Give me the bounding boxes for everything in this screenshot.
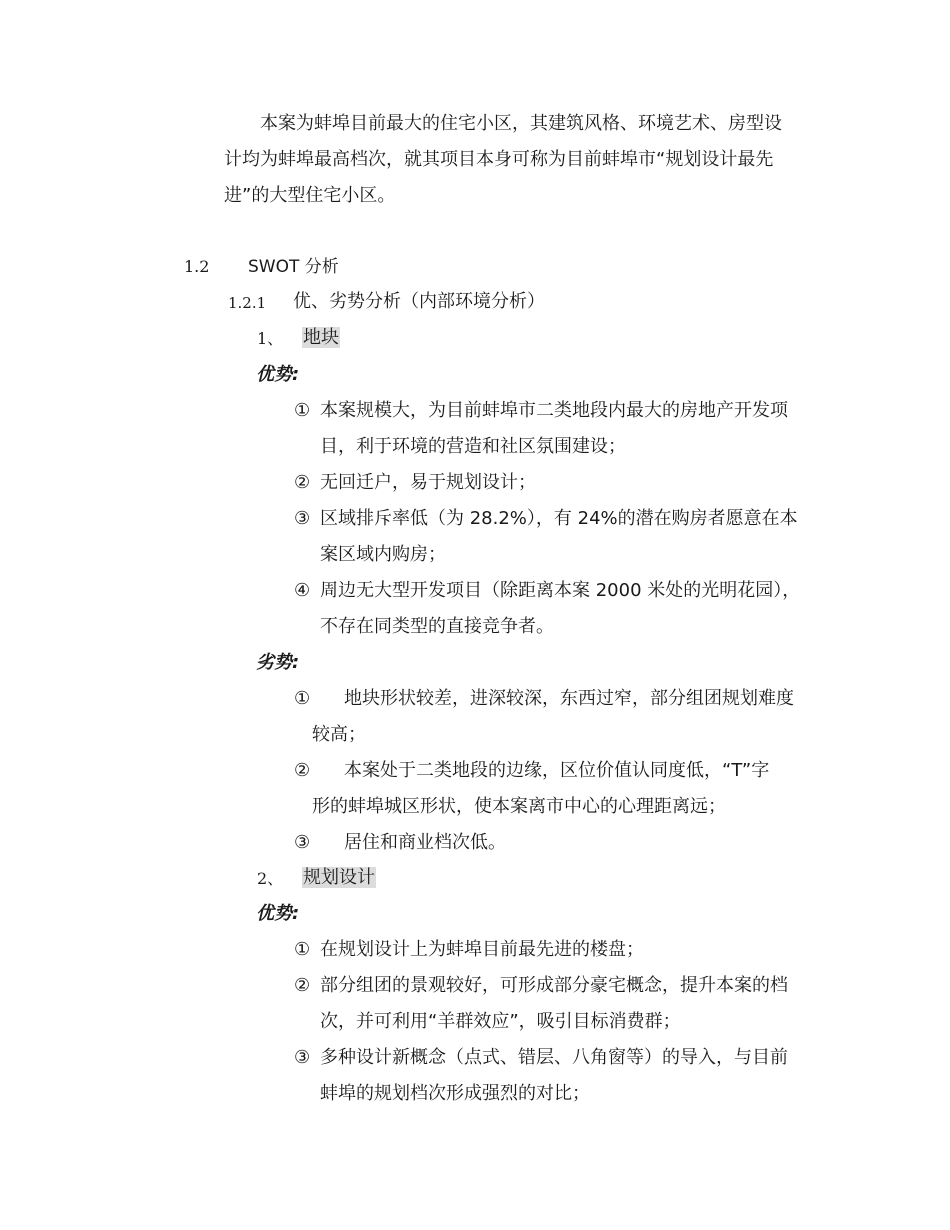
item1-advantages-label: 优势: [256, 364, 300, 385]
marker-2: ② [294, 472, 311, 493]
intro-line-1: 本案为蚌埠目前最大的住宅小区，其建筑风格、环境艺术、房型设 [260, 113, 782, 134]
item1-disadvantages-label: 劣势: [256, 652, 300, 673]
item1-adv-1 [294, 399, 788, 423]
marker-2: ② [294, 760, 311, 781]
marker-1: ① [294, 688, 311, 709]
item2-adv-3-line1: 多种设计新概念（点式、错层、八角窗等）的导入，与目前 [320, 1047, 788, 1068]
section-title: SWOT 分析 [248, 257, 339, 277]
item1-adv-2-line1: 无回迁户，易于规划设计； [320, 472, 536, 493]
item2-advantages-label: 优势: [256, 903, 300, 924]
marker-2: ② [294, 975, 311, 996]
item2-number: 2、 [257, 869, 284, 888]
marker-4: ④ [294, 580, 311, 601]
item1-number: 1、 [257, 329, 284, 348]
intro-line-2: 计均为蚌埠最高档次，就其项目本身可称为目前蚌埠市“规划设计最先 [224, 149, 774, 170]
section-number: 1.2 [184, 257, 210, 276]
item1-adv-3-line2: 案区域内购房； [320, 544, 446, 565]
subsection-title: 优、劣势分析（内部环境分析） [293, 291, 545, 312]
item2-adv-2-line1: 部分组团的景观较好，可形成部分豪宅概念，提升本案的档 [320, 975, 788, 996]
marker-1: ① [294, 939, 311, 960]
item1-adv-4 [294, 579, 800, 603]
item2-adv-2 [294, 974, 788, 998]
item1-dis-2-line1: 本案处于二类地段的边缘，区位价值认同度低，“T”字 [344, 760, 770, 781]
item1-adv-3 [294, 507, 798, 531]
item1-adv-4-line2: 不存在同类型的直接竞争者。 [320, 616, 554, 637]
item2-title: 规划设计 [303, 867, 375, 888]
item2-adv-3 [294, 1046, 788, 1070]
item1-dis-1-line2: 较高； [312, 724, 366, 745]
item1-adv-1-line1: 本案规模大，为目前蚌埠市二类地段内最大的房地产开发项 [320, 400, 788, 421]
item1-dis-1-line1: 地块形状较差，进深较深，东西过窄，部分组团规划难度 [344, 688, 794, 709]
item2-adv-1 [294, 938, 644, 962]
item1-adv-4-line1: 周边无大型开发项目（除距离本案 2000 米处的光明花园）， [320, 580, 801, 601]
marker-3: ③ [294, 832, 311, 853]
item2-adv-3-line2: 蚌埠的规划档次形成强烈的对比； [320, 1083, 590, 1104]
subsection-number: 1.2.1 [228, 294, 267, 312]
item1-dis-3-line1: 居住和商业档次低。 [344, 832, 506, 853]
item2-adv-1-line1: 在规划设计上为蚌埠目前最先进的楼盘； [320, 939, 644, 960]
item1-adv-1-line2: 目，利于环境的营造和社区氛围建设； [320, 436, 626, 457]
marker-1: ① [294, 400, 311, 421]
item1-title: 地块 [303, 327, 339, 348]
marker-3: ③ [294, 1047, 311, 1068]
marker-3: ③ [294, 508, 311, 529]
item1-adv-3-line1: 区域排斥率低（为 28.2%），有 24%的潜在购房者愿意在本 [320, 508, 798, 529]
intro-line-3: 进”的大型住宅小区。 [224, 185, 396, 206]
item1-adv-2 [294, 471, 536, 495]
item1-dis-2-line2: 形的蚌埠城区形状，使本案离市中心的心理距离远； [312, 796, 726, 817]
item2-adv-2-line2: 次，并可利用“羊群效应”，吸引目标消费群； [320, 1011, 681, 1032]
